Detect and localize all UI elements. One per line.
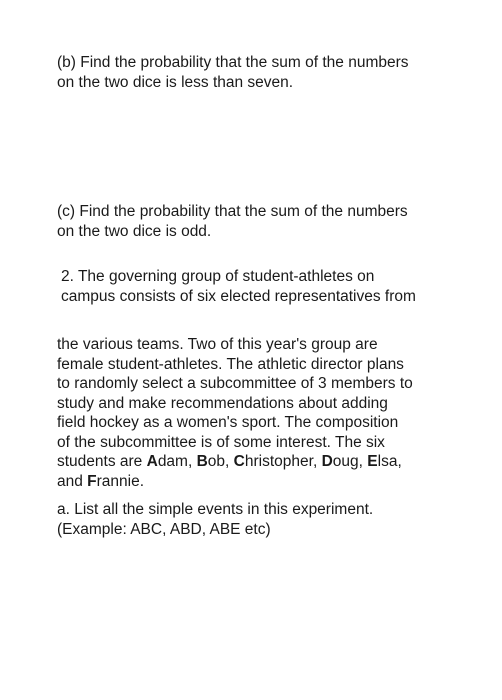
question-2-body-line-2: female student-athletes. The athletic director plans <box>57 355 404 373</box>
students-separator: , <box>225 453 234 470</box>
part-c-question <box>57 202 457 241</box>
part-b-line-2: on the two dice is less than seven. <box>57 73 294 91</box>
part-a-question <box>57 500 457 539</box>
part-b-line-1: (b) Find the probability that the sum of the numbers <box>57 54 409 71</box>
part-c-line-2: on the two dice is odd. <box>57 222 212 240</box>
students-separator: , <box>187 453 197 470</box>
question-2-intro-line-2: campus consists of six elected representatives from <box>61 287 416 305</box>
students-line-2 <box>57 472 457 492</box>
student-adam-initial: A <box>146 453 158 470</box>
student-doug-rest: oug <box>332 453 359 470</box>
question-2-intro-line-1: 2. The governing group of student-athletes on <box>61 268 375 285</box>
student-christopher-rest: hristopher <box>244 453 313 470</box>
students-separator: , <box>312 453 322 470</box>
question-2-intro <box>61 267 461 306</box>
students-and: and <box>57 472 88 490</box>
question-2-body-line-1: the various teams. Two of this year's group are <box>57 336 378 353</box>
students-separator: , <box>358 453 368 470</box>
students-line <box>57 452 457 472</box>
part-a-line-1: a. List all the simple events in this experiment. <box>57 501 374 518</box>
student-christopher-initial: C <box>233 453 245 470</box>
student-doug-initial: D <box>321 453 333 470</box>
student-frannie-rest: rannie <box>96 472 140 490</box>
students-end: . <box>139 472 145 490</box>
question-2-body-line-4: study and make recommendations about adding <box>57 394 388 412</box>
student-elsa-initial: E <box>367 453 378 470</box>
question-2-body-line-3: to randomly select a subcommittee of 3 members to <box>57 375 413 392</box>
student-bob-rest: ob <box>207 453 226 470</box>
student-elsa-rest: lsa <box>377 453 398 470</box>
student-adam-rest: dam <box>157 453 188 470</box>
part-a-line-2: (Example: ABC, ABD, ABE etc) <box>57 520 271 538</box>
part-c-line-1: (c) Find the probability that the sum of the numbers <box>57 203 408 220</box>
part-b-question <box>57 53 457 92</box>
question-2-body-line-5: field hockey as a women's sport. The composition <box>57 414 399 431</box>
question-2-body-line-6: of the subcommittee is of some interest. The six <box>57 433 385 451</box>
question-2-body <box>57 335 457 491</box>
student-bob-initial: B <box>196 453 208 470</box>
students-separator: , <box>397 453 402 470</box>
students-prefix: students are <box>57 453 147 470</box>
student-frannie-initial: F <box>87 472 97 490</box>
